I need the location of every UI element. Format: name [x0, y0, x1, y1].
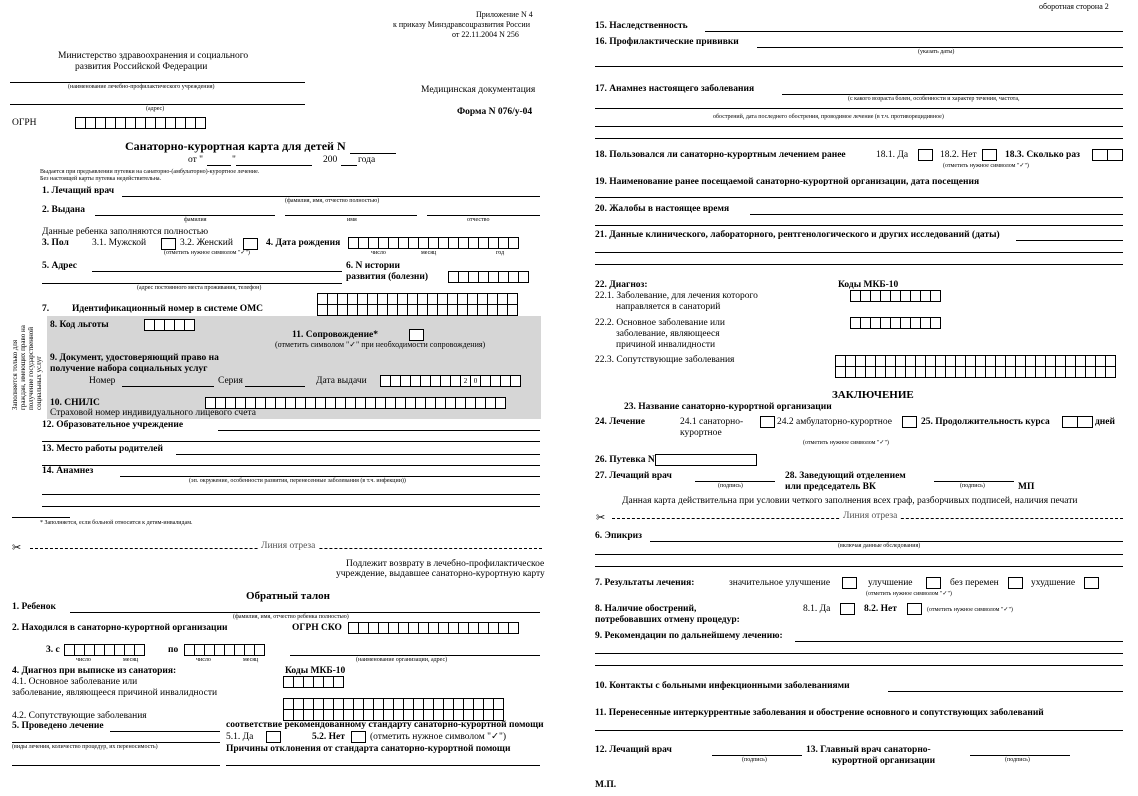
talon-title: Обратный талон: [246, 590, 330, 602]
result-improvement-box[interactable]: [926, 577, 941, 589]
spa-times-cells[interactable]: [1092, 149, 1123, 161]
ambulatory-treatment-box[interactable]: [902, 416, 917, 428]
issue-note: Выдается при предъявлении путевки на санаторно-(амбулаторно)-курортное лечение.: [40, 169, 260, 175]
standard-no-box[interactable]: [351, 731, 366, 743]
history-number-cells[interactable]: [448, 271, 529, 283]
oms-label: Идентификационный номер в системе ОМС: [72, 304, 264, 314]
form-number: Форма N 076/у-04: [457, 107, 533, 117]
spa-before-yes-box[interactable]: [918, 149, 933, 161]
talon-mkb-main-cells[interactable]: [283, 676, 344, 688]
fill-note: Данные ребенка заполняются полностью: [42, 227, 209, 237]
exacerbation-no-box[interactable]: [907, 603, 922, 615]
scissors-icon-right: ✂: [596, 512, 606, 524]
date-from: от ": [188, 155, 204, 165]
order-ref: к приказу Минздравсоцразвития России: [393, 20, 530, 29]
scissors-icon: ✂: [12, 542, 22, 554]
ogrn-cells[interactable]: [75, 117, 206, 129]
exacerbation-yes-box[interactable]: [840, 603, 855, 615]
cut-line-label: Линия отреза: [258, 541, 318, 552]
address-hint: (адрес): [146, 106, 165, 112]
stamp-place: М.П.: [595, 780, 617, 790]
result-no-change-box[interactable]: [1008, 577, 1023, 589]
doc-date-cells[interactable]: 2 0: [380, 375, 521, 387]
diag-comorbid-cells2[interactable]: [835, 366, 1116, 378]
institution-hint: (наименование лечебно-профилактического учреждения): [68, 84, 215, 90]
issue-note2: Без настоящей карты путевка недействительна.: [40, 176, 162, 182]
diag-main-mkb-cells[interactable]: [850, 290, 941, 302]
gender-female-box[interactable]: [243, 238, 258, 250]
ogrn-label: ОГРН: [12, 118, 37, 128]
side-note-1: Заполняется только для: [11, 339, 19, 410]
diag-disability-mkb-cells[interactable]: [850, 317, 941, 329]
result-significant-box[interactable]: [842, 577, 857, 589]
course-days-cells[interactable]: [1062, 416, 1093, 428]
talon-ogrn-cells[interactable]: [348, 622, 519, 634]
voucher-number-box[interactable]: [655, 454, 757, 466]
gender-male-box[interactable]: [161, 238, 176, 250]
oms-cells-row2[interactable]: [317, 304, 518, 316]
ministry-line2: развития Российской Федерации: [75, 62, 208, 72]
sanatorium-treatment-box[interactable]: [760, 416, 775, 428]
benefit-code-cells[interactable]: [144, 319, 195, 331]
stay-to-cells[interactable]: [184, 644, 265, 656]
result-worse-box[interactable]: [1084, 577, 1099, 589]
stay-from-cells[interactable]: [64, 644, 145, 656]
spa-before-no-box[interactable]: [982, 149, 997, 161]
card-title: Санаторно-курортная карта для детей N: [125, 139, 346, 153]
back-side-label: оборотная сторона 2: [1039, 2, 1109, 11]
order-date: от 22.11.2004 N 256: [452, 30, 519, 39]
appendix: Приложение N 4: [476, 10, 533, 19]
field-doctor-label: 1. Лечащий врач: [42, 186, 115, 196]
standard-yes-box[interactable]: [266, 731, 281, 743]
conclusion-title: ЗАКЛЮЧЕНИЕ: [832, 389, 914, 401]
ministry-line1: Министерство здравоохранения и социального: [58, 51, 249, 61]
med-doc: Медицинская документация: [421, 85, 536, 95]
field-issued-label: 2. Выдана: [42, 205, 86, 215]
birthdate-cells[interactable]: [348, 237, 519, 249]
